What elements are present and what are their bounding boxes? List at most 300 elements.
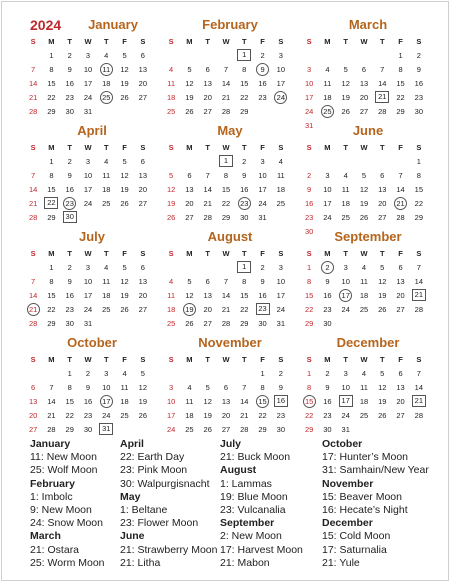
month-days-table xyxy=(300,246,428,344)
day-number: 30 xyxy=(323,424,332,434)
day-cell xyxy=(318,76,336,90)
day-cell xyxy=(115,182,133,196)
weekday-header: M xyxy=(48,142,55,152)
day-cell xyxy=(253,302,271,316)
day-cell xyxy=(318,380,336,394)
day-cell xyxy=(199,380,217,394)
day-number: 11 xyxy=(100,63,113,76)
day-number: 21 xyxy=(394,197,407,210)
weekday-header: S xyxy=(278,248,284,258)
day-cell xyxy=(134,380,152,394)
day-number: 29 xyxy=(304,424,314,434)
day-cell xyxy=(253,422,271,436)
day-cell xyxy=(42,422,60,436)
day-cell xyxy=(79,408,97,422)
weekday-header: T xyxy=(241,36,247,46)
weekday-header: S xyxy=(168,248,174,258)
weekday-header: S xyxy=(278,354,284,364)
day-cell xyxy=(355,62,373,76)
day-cell xyxy=(42,62,60,76)
weekday-header: F xyxy=(398,36,403,46)
legend-entry: 2: New Moon xyxy=(220,530,282,543)
day-number: 15 xyxy=(396,78,405,88)
day-cell xyxy=(318,104,336,118)
weekday-header: M xyxy=(324,142,331,152)
day-cell xyxy=(410,196,428,210)
empty-day-cell xyxy=(217,260,235,274)
day-cell xyxy=(115,366,133,380)
empty-day-cell xyxy=(199,154,217,168)
day-cell xyxy=(42,210,60,224)
day-number: 10 xyxy=(258,170,267,180)
empty-day-cell xyxy=(134,422,152,436)
month-days-table xyxy=(24,352,152,450)
day-cell xyxy=(300,380,318,394)
day-number: 3 xyxy=(278,262,283,272)
weekday-header: T xyxy=(103,248,109,258)
day-cell xyxy=(61,302,79,316)
day-number: 2 xyxy=(260,50,265,60)
day-cell xyxy=(318,366,336,380)
day-number: 22 xyxy=(258,410,267,420)
day-cell xyxy=(162,302,180,316)
day-cell xyxy=(391,168,409,182)
day-cell xyxy=(61,76,79,90)
day-number: 3 xyxy=(85,262,91,272)
day-cell xyxy=(199,182,217,196)
empty-day-cell xyxy=(115,316,133,330)
day-number: 27 xyxy=(396,304,405,314)
day-number: 2 xyxy=(67,50,72,60)
day-number: 20 xyxy=(203,92,212,102)
day-number: 26 xyxy=(359,212,369,222)
day-cell xyxy=(337,168,355,182)
day-cell xyxy=(410,210,428,224)
empty-day-cell xyxy=(355,48,373,62)
weekday-header: W xyxy=(360,248,368,258)
day-cell xyxy=(199,394,217,408)
day-number: 28 xyxy=(221,106,231,116)
day-cell xyxy=(180,408,198,422)
day-cell xyxy=(79,154,97,168)
day-number: 13 xyxy=(28,396,38,406)
day-cell xyxy=(97,168,115,182)
month-july xyxy=(24,228,160,331)
day-number: 16 xyxy=(304,198,314,208)
day-cell xyxy=(253,168,271,182)
empty-day-cell xyxy=(180,260,198,274)
weekday-header: W xyxy=(84,142,92,152)
weekday-header: W xyxy=(222,354,230,364)
day-cell xyxy=(217,62,235,76)
day-cell xyxy=(217,316,235,330)
day-number: 25 xyxy=(359,410,369,420)
day-number: 26 xyxy=(341,106,350,116)
day-number: 3 xyxy=(278,50,283,60)
day-number: 11 xyxy=(276,170,285,180)
day-number: 27 xyxy=(396,410,405,420)
day-number: 2 xyxy=(67,156,72,166)
empty-day-cell xyxy=(337,316,355,330)
day-cell xyxy=(61,48,79,62)
day-number: 21 xyxy=(221,304,231,314)
day-cell xyxy=(79,90,97,104)
day-number: 26 xyxy=(185,106,194,116)
month-grid xyxy=(24,16,436,437)
legend-entry: 23: Vulcanalia xyxy=(220,504,286,517)
day-number: 15 xyxy=(240,290,249,300)
day-number: 7 xyxy=(223,276,229,286)
empty-day-cell xyxy=(217,366,235,380)
empty-day-cell xyxy=(199,48,217,62)
day-number: 21 xyxy=(412,289,426,301)
day-number: 29 xyxy=(47,106,56,116)
weekday-header: F xyxy=(398,142,403,152)
empty-day-cell xyxy=(24,260,42,274)
month-title xyxy=(300,334,436,352)
day-number: 14 xyxy=(28,78,38,88)
day-number: 24 xyxy=(276,304,286,314)
day-number: 15 xyxy=(303,395,316,408)
day-number: 23 xyxy=(238,197,251,210)
day-cell xyxy=(97,76,115,90)
weekday-header: S xyxy=(278,36,284,46)
day-cell xyxy=(134,62,152,76)
day-cell xyxy=(300,422,318,436)
day-cell xyxy=(199,62,217,76)
empty-day-cell xyxy=(97,210,115,224)
day-cell xyxy=(42,196,60,210)
day-cell xyxy=(272,154,290,168)
day-cell xyxy=(337,394,355,408)
day-cell xyxy=(24,210,42,224)
month-january xyxy=(24,16,160,119)
day-cell xyxy=(391,260,409,274)
day-cell xyxy=(235,260,253,274)
day-cell xyxy=(97,380,115,394)
day-cell xyxy=(162,76,180,90)
month-name: October xyxy=(67,335,117,350)
day-number: 30 xyxy=(414,106,424,116)
day-number: 13 xyxy=(359,78,369,88)
day-cell xyxy=(272,76,290,90)
day-number: 18 xyxy=(359,396,369,406)
day-cell xyxy=(180,380,198,394)
day-number: 5 xyxy=(122,156,127,166)
day-number: 8 xyxy=(260,382,265,392)
empty-day-cell xyxy=(355,154,373,168)
weekday-header: S xyxy=(278,142,284,152)
empty-day-cell xyxy=(410,316,428,330)
day-number: 5 xyxy=(343,64,348,74)
day-cell xyxy=(253,76,271,90)
day-number: 22 xyxy=(221,198,231,208)
day-number: 7 xyxy=(31,276,36,286)
day-cell xyxy=(97,366,115,380)
weekday-header: M xyxy=(48,354,55,364)
day-number: 4 xyxy=(104,50,109,60)
day-cell xyxy=(199,104,217,118)
weekday-header: S xyxy=(140,142,146,152)
empty-day-cell xyxy=(272,210,290,224)
day-number: 19 xyxy=(378,396,387,406)
day-cell xyxy=(337,210,355,224)
day-cell xyxy=(61,210,79,224)
empty-day-cell xyxy=(355,422,373,436)
day-number: 1 xyxy=(416,156,421,166)
month-title xyxy=(24,228,160,246)
weekday-header: T xyxy=(103,354,109,364)
legend-entry: 17: Harvest Moon xyxy=(220,543,303,556)
legend-month-heading: March xyxy=(30,530,61,543)
day-number: 1 xyxy=(67,368,72,378)
day-number: 23 xyxy=(63,197,76,210)
day-cell xyxy=(373,90,391,104)
day-number: 18 xyxy=(359,290,369,300)
month-may xyxy=(162,122,298,225)
month-title xyxy=(162,16,298,34)
day-number: 29 xyxy=(47,318,56,328)
day-cell xyxy=(180,422,198,436)
day-number: 17 xyxy=(83,290,93,300)
day-cell xyxy=(199,288,217,302)
day-number: 6 xyxy=(205,276,210,286)
day-cell xyxy=(235,408,253,422)
month-august xyxy=(162,228,298,331)
weekday-header: T xyxy=(241,248,247,258)
day-number: 30 xyxy=(63,211,77,223)
day-cell xyxy=(134,366,152,380)
month-name: December xyxy=(336,335,400,350)
day-number: 10 xyxy=(83,170,93,180)
day-cell xyxy=(300,76,318,90)
day-number: 23 xyxy=(256,303,270,315)
day-number: 1 xyxy=(49,50,54,60)
day-number: 6 xyxy=(187,170,192,180)
day-cell xyxy=(410,408,428,422)
day-cell xyxy=(410,394,428,408)
weekday-header: F xyxy=(398,248,403,258)
day-cell xyxy=(79,380,97,394)
day-cell xyxy=(337,196,355,210)
day-cell xyxy=(24,182,42,196)
day-number: 17 xyxy=(83,184,93,194)
month-name: June xyxy=(352,123,384,138)
day-number: 4 xyxy=(361,368,367,378)
day-cell xyxy=(217,76,235,90)
day-number: 6 xyxy=(398,368,403,378)
day-number: 28 xyxy=(414,304,424,314)
day-cell xyxy=(134,154,152,168)
day-number: 13 xyxy=(203,290,212,300)
day-cell xyxy=(272,182,290,196)
month-days-table xyxy=(162,140,290,238)
day-number: 2 xyxy=(242,156,247,166)
holiday-legend xyxy=(30,438,440,570)
day-cell xyxy=(97,196,115,210)
day-cell xyxy=(162,104,180,118)
day-number: 12 xyxy=(185,78,194,88)
day-number: 26 xyxy=(120,92,129,102)
day-number: 16 xyxy=(83,396,93,406)
day-number: 11 xyxy=(120,382,129,392)
day-cell xyxy=(300,408,318,422)
day-cell xyxy=(97,90,115,104)
day-number: 17 xyxy=(339,395,353,407)
day-cell xyxy=(272,274,290,288)
month-title xyxy=(300,16,436,34)
day-cell xyxy=(42,302,60,316)
weekday-header: W xyxy=(84,36,92,46)
day-number: 17 xyxy=(304,92,314,102)
day-cell xyxy=(180,316,198,330)
day-number: 23 xyxy=(65,304,74,314)
day-number: 21 xyxy=(28,92,38,102)
legend-entry: 17: Saturnalia xyxy=(322,543,387,556)
day-cell xyxy=(410,154,428,168)
day-cell xyxy=(199,196,217,210)
day-cell xyxy=(391,90,409,104)
day-cell xyxy=(300,288,318,302)
day-number: 21 xyxy=(27,303,40,316)
day-number: 18 xyxy=(120,396,129,406)
day-number: 29 xyxy=(258,424,267,434)
day-number: 16 xyxy=(414,78,424,88)
weekday-header: T xyxy=(241,354,247,364)
day-number: 18 xyxy=(102,78,111,88)
day-cell xyxy=(134,196,152,210)
day-cell xyxy=(61,182,79,196)
day-number: 28 xyxy=(221,318,231,328)
empty-day-cell xyxy=(97,316,115,330)
day-cell xyxy=(162,422,180,436)
day-cell xyxy=(300,196,318,210)
weekday-header: T xyxy=(103,36,109,46)
weekday-header: S xyxy=(168,36,174,46)
day-number: 15 xyxy=(304,290,314,300)
day-number: 25 xyxy=(166,106,176,116)
day-number: 18 xyxy=(166,92,176,102)
weekday-header: W xyxy=(360,36,368,46)
day-number: 27 xyxy=(138,198,148,208)
weekday-header: M xyxy=(324,36,331,46)
day-number: 10 xyxy=(83,64,93,74)
day-cell xyxy=(42,76,60,90)
day-number: 1 xyxy=(49,262,54,272)
weekday-header: S xyxy=(306,248,312,258)
legend-entry: 1: Imbolc xyxy=(30,490,73,503)
day-number: 9 xyxy=(278,382,283,392)
day-number: 5 xyxy=(140,368,145,378)
day-number: 7 xyxy=(242,382,247,392)
day-number: 25 xyxy=(100,91,113,104)
month-days-table xyxy=(162,34,290,132)
day-number: 19 xyxy=(341,92,350,102)
empty-day-cell xyxy=(199,366,217,380)
day-number: 28 xyxy=(47,424,56,434)
weekday-header: S xyxy=(140,36,146,46)
day-cell xyxy=(217,90,235,104)
day-cell xyxy=(217,154,235,168)
day-cell xyxy=(253,380,271,394)
day-number: 12 xyxy=(185,290,194,300)
day-cell xyxy=(24,196,42,210)
day-cell xyxy=(180,90,198,104)
day-number: 19 xyxy=(185,92,194,102)
day-cell xyxy=(253,260,271,274)
day-cell xyxy=(79,76,97,90)
day-number: 22 xyxy=(396,92,405,102)
day-cell xyxy=(115,90,133,104)
day-cell xyxy=(199,422,217,436)
weekday-header: S xyxy=(140,248,146,258)
legend-column xyxy=(322,438,440,570)
day-number: 13 xyxy=(378,184,387,194)
day-number: 25 xyxy=(341,212,350,222)
day-cell xyxy=(272,48,290,62)
day-number: 26 xyxy=(138,410,148,420)
day-number: 13 xyxy=(396,382,405,392)
empty-day-cell xyxy=(180,48,198,62)
weekday-header: S xyxy=(30,248,36,258)
day-cell xyxy=(61,288,79,302)
day-cell xyxy=(253,210,271,224)
day-cell xyxy=(162,408,180,422)
day-cell xyxy=(42,104,60,118)
weekday-header: S xyxy=(306,142,312,152)
day-number: 17 xyxy=(83,78,93,88)
day-cell xyxy=(318,316,336,330)
month-april xyxy=(24,122,160,225)
day-cell xyxy=(24,104,42,118)
day-cell xyxy=(373,196,391,210)
day-cell xyxy=(391,62,409,76)
day-number: 5 xyxy=(169,170,174,180)
weekday-header: W xyxy=(222,248,230,258)
day-number: 17 xyxy=(339,289,352,302)
weekday-header: T xyxy=(343,142,348,152)
day-number: 29 xyxy=(304,318,314,328)
day-cell xyxy=(272,302,290,316)
day-cell xyxy=(134,288,152,302)
day-cell xyxy=(79,48,97,62)
legend-month-heading: June xyxy=(120,530,145,543)
day-number: 26 xyxy=(166,212,176,222)
day-number: 2 xyxy=(278,368,283,378)
day-number: 4 xyxy=(104,156,109,166)
day-number: 27 xyxy=(138,92,148,102)
empty-day-cell xyxy=(115,422,133,436)
day-number: 18 xyxy=(276,184,286,194)
legend-entry: 21: Strawberry Moon xyxy=(120,543,218,556)
weekday-header: S xyxy=(30,36,36,46)
day-cell xyxy=(300,210,318,224)
day-cell xyxy=(410,104,428,118)
legend-month-heading: December xyxy=(322,517,373,530)
day-number: 24 xyxy=(341,304,350,314)
day-number: 28 xyxy=(396,212,405,222)
weekday-header: T xyxy=(67,142,72,152)
day-number: 7 xyxy=(416,262,421,272)
day-number: 30 xyxy=(83,424,93,434)
day-cell xyxy=(61,422,79,436)
day-number: 13 xyxy=(138,64,148,74)
weekday-header: T xyxy=(343,248,348,258)
day-cell xyxy=(235,104,253,118)
day-number: 2 xyxy=(321,261,334,274)
day-cell xyxy=(373,168,391,182)
day-number: 17 xyxy=(276,290,286,300)
